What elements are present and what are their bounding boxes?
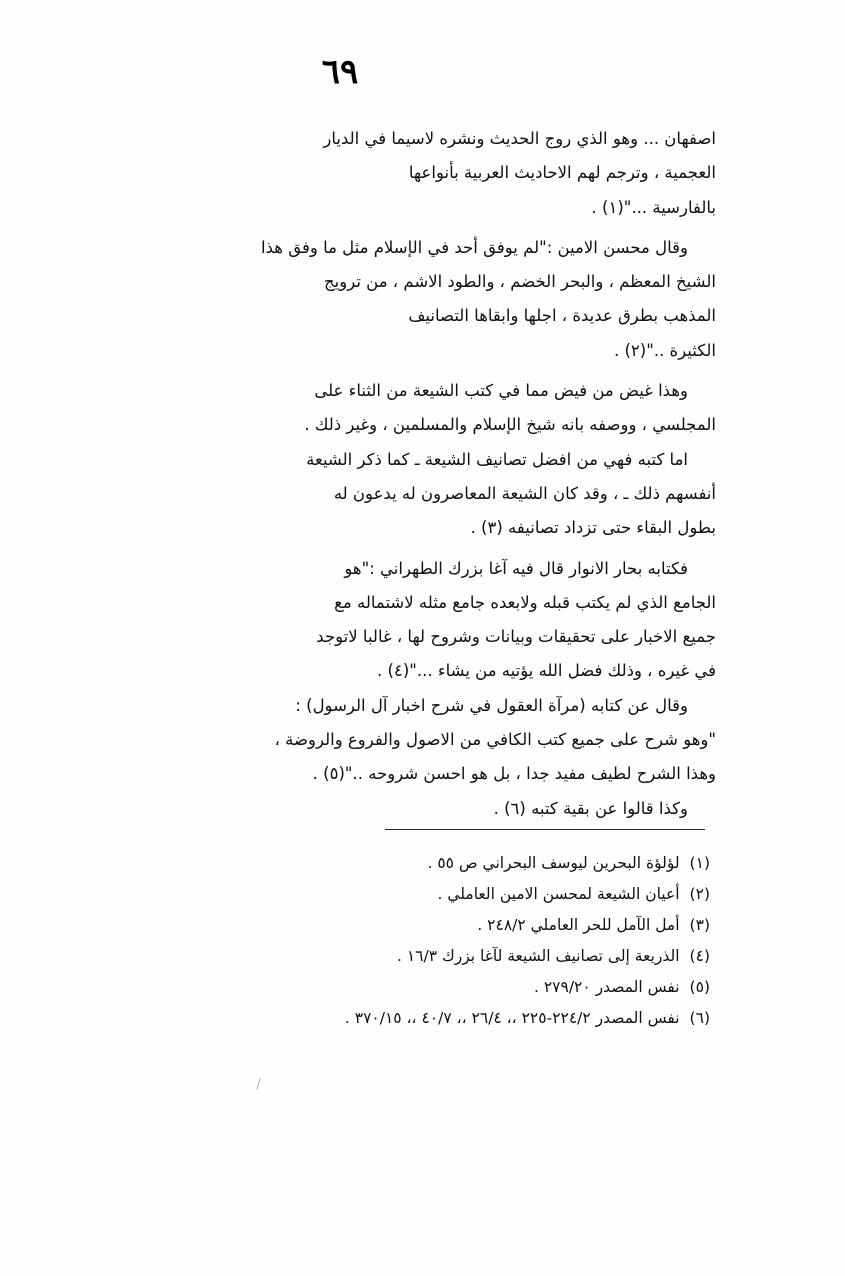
footnote-text: الذريعة إلى تصانيف الشيعة لآغا بزرك ١٦/٣ . xyxy=(396,947,680,965)
body-line: وكذا قالوا عن بقية كتبه (٦) . xyxy=(493,798,688,818)
body-line: وهذا الشرح لطيف مفيد جدا ، بل هو احسن شروحه .."(٥) . xyxy=(312,764,716,784)
footnote-item xyxy=(150,848,710,879)
footnote-number: (٥) xyxy=(689,978,710,996)
footnote-item xyxy=(150,910,710,941)
footnote-number: (١) xyxy=(689,854,710,872)
footnote-number: (٤) xyxy=(689,947,710,965)
page-number: ٦٩ xyxy=(321,52,359,92)
body-line: الجامع الذي لم يكتب قبله ولابعده جامع مثله لاشتماله مع xyxy=(334,592,716,612)
body-line: العجمية ، وترجم لهم الاحاديث العربية بأنواعها xyxy=(408,163,716,183)
footnote-number: (٢) xyxy=(689,885,710,903)
footnote-text: نفس المصدر ٢٢٤/٢-٢٢٥ ،، ٢٦/٤ ،، ٤٠/٧ ،، ٣٧٠/١٥ . xyxy=(344,1009,680,1027)
footnote-item xyxy=(150,1003,710,1034)
body-line: اما كتبه فهي من افضل تصانيف الشيعة ـ كما ذكر الشيعة xyxy=(306,449,688,469)
body-line: في غيره ، وذلك فضل الله يؤتيه من يشاء ..."(٤) . xyxy=(377,661,716,681)
body-line: وقال عن كتابه (مرآة العقول في شرح اخبار آل الرسول) : xyxy=(295,695,688,715)
body-line: المجلسي ، ووصفه بانه شيخ الإسلام والمسلمين ، وغير ذلك . xyxy=(304,415,716,435)
body-text xyxy=(118,122,716,826)
body-line: الشيخ المعظم ، والبحر الخضم ، والطود الاشم ، من ترويج xyxy=(324,272,716,292)
footnote-text: أمل الآمل للحر العاملي ٢٤٨/٢ . xyxy=(477,916,680,934)
footnote-item xyxy=(150,941,710,972)
body-line: الكثيرة .."(٢) . xyxy=(613,340,716,360)
footnotes xyxy=(150,848,710,1034)
body-line: فكتابه بحار الانوار قال فيه آغا بزرك الطهراني :"هو xyxy=(344,558,688,578)
body-line: وقال محسن الامين :"لم يوفق أحد في الإسلام مثل ما وفق هذا xyxy=(261,237,688,257)
body-line: وهذا غيض من فيض مما في كتب الشيعة من الثناء على xyxy=(314,381,688,401)
body-line: اصفهان ... وهو الذي روج الحديث ونشره لاسيما في الديار xyxy=(323,129,716,148)
body-line: بطول البقاء حتى تزداد تصانيفه (٣) . xyxy=(470,518,716,538)
footnote-divider xyxy=(385,829,705,830)
footnote-text: لؤلؤة البحرين ليوسف البحراني ص ٥٥ . xyxy=(427,854,680,872)
footnote-number: (٦) xyxy=(689,1009,710,1027)
footnote-number: (٣) xyxy=(689,916,710,934)
footnote-item xyxy=(150,972,710,1003)
body-line: جميع الاخبار على تحقيقات وبيانات وشروح لها ، غالبا لاتوجد xyxy=(316,627,716,647)
body-line: "وهو شرح على جميع كتب الكافي من الاصول والفروع والروضة ، xyxy=(274,730,716,750)
body-line: بالفارسية ..."(١) . xyxy=(591,197,716,217)
scan-speck xyxy=(256,1078,263,1090)
body-line: المذهب بطرق عديدة ، اجلها وابقاها التصانيف xyxy=(408,306,716,326)
body-line: أنفسهم ذلك ـ ، وقد كان الشيعة المعاصرون له يدعون له xyxy=(333,483,716,503)
footnote-text: أعيان الشيعة لمحسن الامين العاملي . xyxy=(437,885,680,903)
footnote-text: نفس المصدر ٢٧٩/٢٠ . xyxy=(534,978,680,996)
footnote-item xyxy=(150,879,710,910)
